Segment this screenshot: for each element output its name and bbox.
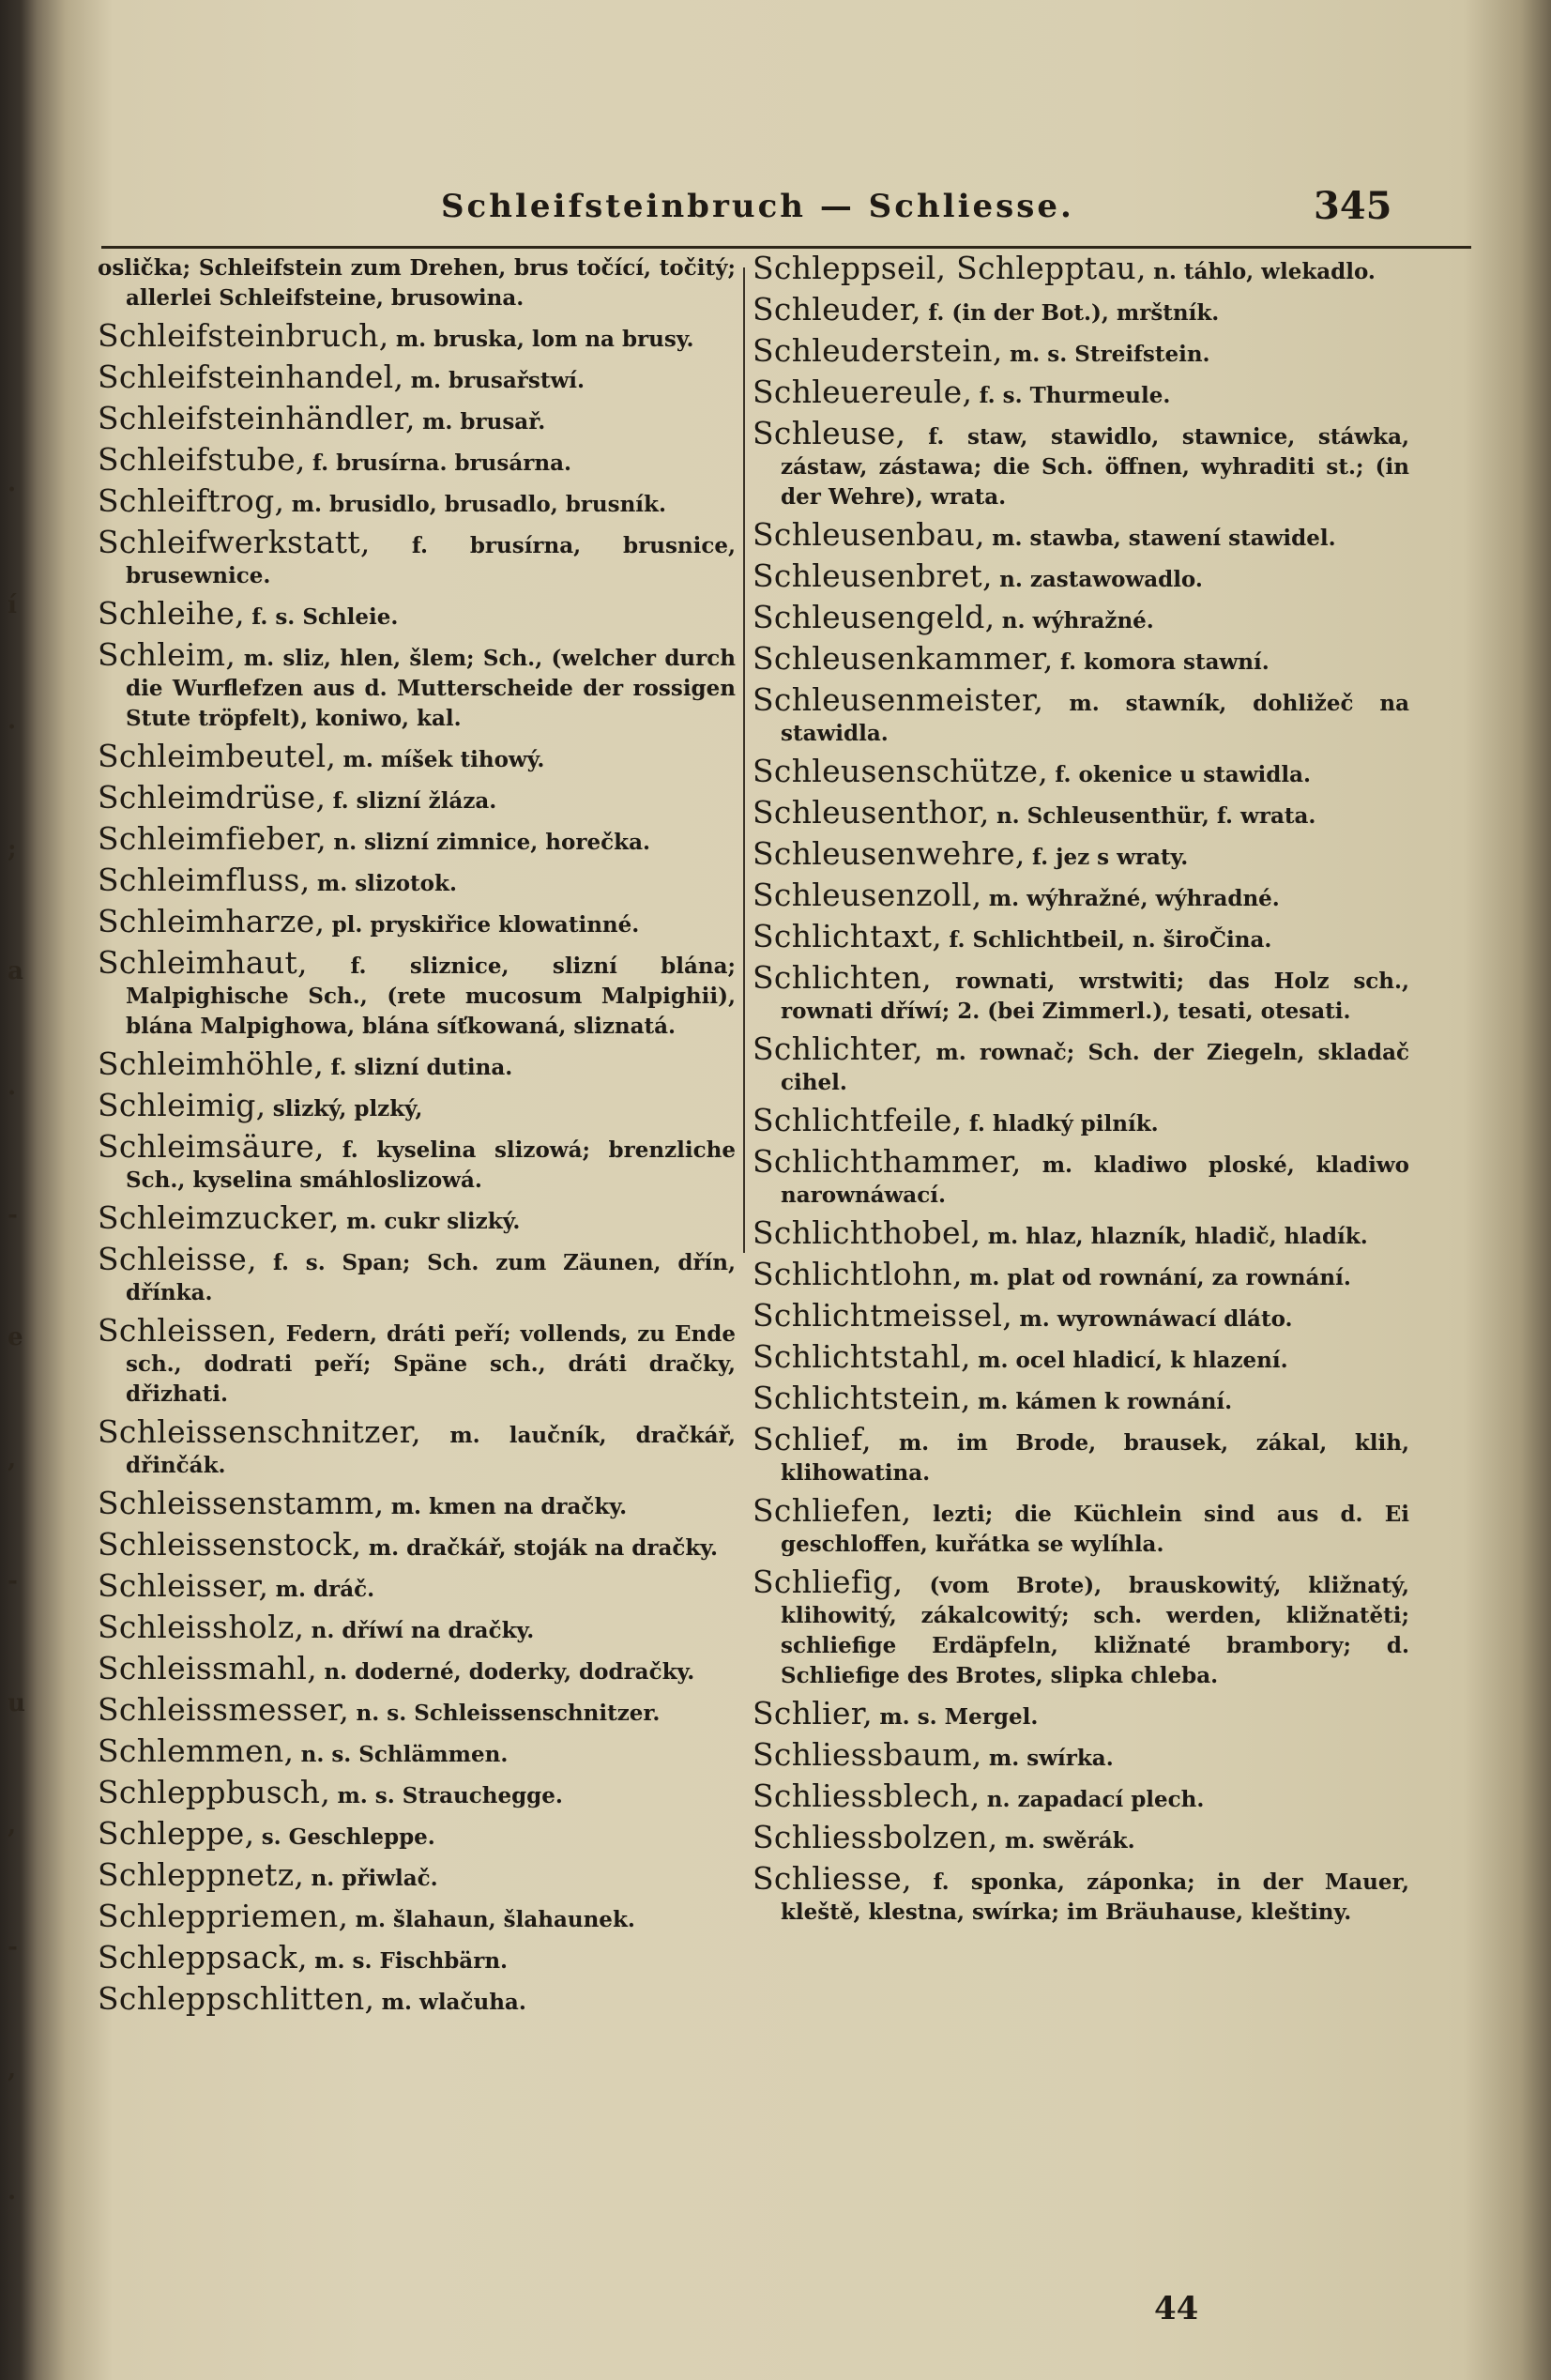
dictionary-entry: [98, 862, 736, 899]
entry-definition: s. Geschleppe.: [261, 1824, 435, 1850]
entry-definition: m. wyrownáwací dláto.: [1019, 1306, 1293, 1332]
entry-headword: Schleusenkammer,: [753, 640, 1054, 677]
entry-headword: Schleifsteinhandel,: [98, 359, 404, 395]
dictionary-entry: [753, 1338, 1409, 1376]
entry-headword: Schleuse,: [753, 415, 906, 451]
entry-headword: Schleissmesser,: [98, 1691, 350, 1728]
entry-headword: Schlichtstahl,: [753, 1338, 971, 1375]
dictionary-entry: [98, 944, 737, 1042]
margin-mark: ;: [8, 835, 17, 863]
entry-definition: f. sponka, záponka; in der Mauer, kleště, klestna, swírka; im Bräuhause, kleštiny.: [781, 1869, 1409, 1925]
dictionary-entry: [753, 1380, 1409, 1417]
margin-mark: ,: [8, 2055, 17, 2083]
entry-headword: Schlichthobel,: [753, 1214, 981, 1251]
entry-headword: Schleppnetz,: [98, 1856, 305, 1893]
dictionary-entry: [753, 918, 1409, 955]
entry-definition: n. přiwlač.: [311, 1866, 438, 1891]
entry-headword: Schleuderstein,: [753, 332, 1003, 369]
entry-headword: Schleimzucker,: [98, 1199, 340, 1236]
entry-definition: rownati, wrstwiti; das Holz sch., rownati dříwí; 2. (bei Zimmerl.), tesati, otesati.: [781, 969, 1410, 1024]
entry-headword: Schleusengeld,: [753, 599, 996, 635]
entry-definition: m. kámen k rownání.: [977, 1389, 1233, 1414]
entry-headword: Schleimdrüse,: [98, 779, 327, 816]
dictionary-entry: [98, 903, 736, 940]
entry-definition: f. jez s wraty.: [1032, 845, 1189, 870]
dictionary-entry: [753, 1736, 1409, 1774]
entry-definition: m. wlačuha.: [381, 1990, 526, 2015]
entry-definition: m. wýhražné, wýhradné.: [988, 886, 1280, 911]
dictionary-entry: [98, 1526, 736, 1564]
entry-definition: n. zapadací plech.: [986, 1787, 1205, 1812]
dictionary-entry: [98, 820, 736, 858]
dictionary-entry: [753, 753, 1409, 790]
dictionary-entry: [98, 359, 736, 396]
running-head: [0, 184, 1551, 244]
entry-definition: n. táhlo, wlekadlo.: [1153, 259, 1376, 284]
entry-headword: Schleim,: [98, 636, 236, 673]
dictionary-entry: [753, 516, 1409, 554]
entry-headword: Schlemmen,: [98, 1732, 295, 1769]
entry-headword: Schleiftrog,: [98, 482, 285, 519]
entry-headword: Schlier,: [753, 1695, 874, 1732]
dictionary-entry: [98, 1980, 736, 2018]
entry-headword: Schleifstube,: [98, 441, 306, 478]
dictionary-entry: [753, 250, 1409, 287]
dictionary-entry: [98, 1856, 736, 1894]
entry-definition: m. bruska, lom na brusy.: [395, 327, 694, 352]
entry-headword: Schlichtlohn,: [753, 1256, 963, 1292]
entry-headword: Schleissholz,: [98, 1609, 305, 1645]
entry-headword: Schliefig,: [753, 1564, 904, 1600]
entry-definition: f. s. Schleie.: [251, 604, 399, 630]
entry-headword: Schleimig,: [98, 1087, 266, 1123]
dictionary-entry: [98, 482, 736, 520]
dictionary-entry: [98, 317, 736, 355]
dictionary-entry: [753, 1860, 1409, 1928]
entry-definition: m. dráč.: [275, 1577, 375, 1602]
signature-mark: 44: [1154, 2290, 1199, 2327]
entry-definition: n. s. Schleissenschnitzer.: [356, 1701, 661, 1726]
entry-headword: Schleusenmeister,: [753, 681, 1044, 718]
entry-definition: n. zastawowadlo.: [999, 567, 1203, 592]
dictionary-entry: [98, 253, 736, 313]
dictionary-entry: [98, 1045, 736, 1083]
dictionary-entry: [98, 1312, 736, 1410]
entry-definition: m. stawba, stawení stawidel.: [992, 526, 1336, 551]
dictionary-entry: [753, 959, 1410, 1027]
entry-definition: n. wýhražné.: [1001, 608, 1154, 633]
margin-mark: í: [8, 591, 17, 619]
dictionary-entry: [753, 1819, 1409, 1856]
entry-headword: Schleimharze,: [98, 903, 326, 939]
entry-headword: Schleisser,: [98, 1567, 269, 1604]
entry-definition: m. s. Mergel.: [879, 1704, 1039, 1730]
entry-headword: Schleimbeutel,: [98, 738, 337, 774]
entry-headword: Schleusenschütze,: [753, 753, 1049, 789]
entry-definition: m. plat od rownání, za rownání.: [969, 1265, 1351, 1290]
dictionary-entry: [753, 1102, 1409, 1139]
entry-headword: Schleppriemen,: [98, 1898, 349, 1934]
dictionary-entry: [753, 877, 1409, 914]
entry-definition: m. míšek tihowý.: [342, 747, 545, 772]
dictionary-entry: [98, 441, 736, 479]
margin-mark: -: [8, 1201, 18, 1229]
dictionary-entry: [753, 1143, 1410, 1211]
dictionary-entry: [98, 1898, 736, 1935]
dictionary-entry: [98, 1128, 736, 1196]
entry-definition: m. dračkář, stoják na dračky.: [368, 1535, 719, 1561]
entry-definition: f. komora stawní.: [1059, 649, 1270, 675]
entry-headword: Schlichtmeissel,: [753, 1297, 1013, 1334]
margin-mark: -: [8, 1567, 18, 1595]
entry-definition: n. doderné, doderky, dodračky.: [324, 1659, 695, 1685]
entry-definition: f. brusírna, brusnice, brusewnice.: [126, 533, 736, 588]
entry-headword: Schleppbusch,: [98, 1774, 331, 1810]
entry-definition: m. sliz, hlen, šlem; Sch., (welcher durch die Wurflefzen aus d. Mutterscheide der rossigen Stute tröpfelt), koniwo, kal.: [126, 646, 736, 731]
dictionary-entry: [98, 1609, 736, 1646]
margin-mark: .: [8, 469, 17, 497]
dictionary-entry: [753, 1421, 1409, 1488]
dictionary-entry: [753, 557, 1409, 595]
entry-definition: pl. pryskiřice klowatinné.: [331, 912, 640, 938]
entry-definition: m. im Brode, brausek, zákal, klih, klihowatina.: [781, 1430, 1409, 1486]
entry-definition: f. hladký pilník.: [968, 1111, 1159, 1137]
dictionary-entry: [98, 738, 736, 775]
dictionary-entry: [753, 1564, 1410, 1691]
entry-definition: m. ocel hladicí, k hlazení.: [978, 1348, 1288, 1373]
entry-definition: (vom Brote), brauskowitý, kližnatý, klihowitý, zákalcowitý; sch. werden, kližnatěti; schliefige Erdäpfeln, kližnaté brambory; d. Schliefige des Brotes, slipka chleba.: [781, 1573, 1410, 1688]
entry-headword: Schlichtstein,: [753, 1380, 971, 1416]
dictionary-entry: [98, 400, 736, 437]
entry-definition: f. (in der Bot.), mrštník.: [928, 300, 1220, 326]
entry-definition: m. cukr slizký.: [346, 1209, 521, 1234]
entry-headword: Schleihe,: [98, 595, 245, 632]
dictionary-entry: [98, 636, 736, 734]
entry-headword: Schliefen,: [753, 1492, 912, 1529]
entry-definition: m. kmen na dračky.: [390, 1494, 628, 1519]
entry-definition: f. okenice u stawidla.: [1055, 762, 1311, 787]
dictionary-entry: [753, 1297, 1409, 1335]
entry-headword: Schleppsack,: [98, 1939, 308, 1976]
entry-headword: Schleissenschnitzer,: [98, 1413, 421, 1450]
entry-definition: f. brusírna. brusárna.: [312, 450, 571, 476]
entry-headword: Schliesse,: [753, 1860, 912, 1897]
margin-mark: ,: [8, 1445, 17, 1473]
left-margin-marks: [0, 0, 56, 2380]
entry-definition: m. hlaz, hlazník, hladič, hladík.: [987, 1224, 1368, 1249]
entry-headword: Schleissenstamm,: [98, 1485, 385, 1521]
entry-headword: Schlichtaxt,: [753, 918, 943, 954]
entry-definition: n. Schleusenthür, f. wrata.: [996, 803, 1316, 829]
entry-headword: Schleusenbret,: [753, 557, 993, 594]
dictionary-entry: [753, 1695, 1409, 1732]
entry-headword: Schleifwerkstatt,: [98, 524, 371, 560]
dictionary-entry: [753, 794, 1409, 831]
dictionary-entry: [98, 595, 736, 633]
dictionary-entry: [98, 1087, 736, 1124]
entry-headword: Schliessbaum,: [753, 1736, 982, 1773]
dictionary-entry: [753, 1492, 1410, 1560]
dictionary-entry: [98, 1485, 736, 1522]
entry-definition: m. s. Streifstein.: [1009, 342, 1210, 367]
entry-headword: Schleusenzoll,: [753, 877, 982, 913]
dictionary-entry: [98, 1650, 736, 1687]
entry-headword: Schleifsteinbruch,: [98, 317, 389, 354]
entry-definition: m. s. Strauchegge.: [337, 1783, 563, 1808]
entry-definition: n. s. Schlämmen.: [300, 1742, 509, 1767]
dictionary-entry: [98, 779, 736, 816]
entry-headword: Schleusenwehre,: [753, 835, 1026, 872]
margin-mark: ,: [8, 1811, 17, 1839]
dictionary-entry: [98, 1732, 736, 1770]
margin-mark: ·: [8, 713, 17, 741]
entry-headword: Schlichter,: [753, 1030, 923, 1067]
dictionary-entry: [753, 374, 1409, 411]
entry-headword: Schlichten,: [753, 959, 933, 996]
entry-headword: Schleimsäure,: [98, 1128, 325, 1165]
dictionary-entry: [753, 291, 1409, 328]
entry-headword: Schleissmahl,: [98, 1650, 318, 1686]
entry-headword: Schleimhöhle,: [98, 1045, 325, 1082]
entry-definition: m. slizotok.: [316, 871, 457, 896]
entry-headword: Schlief,: [753, 1421, 872, 1457]
dictionary-entry: [753, 1030, 1410, 1098]
entry-headword: Schlichthammer,: [753, 1143, 1022, 1180]
entry-headword: Schleppschlitten,: [98, 1980, 375, 2017]
entry-definition: n. slizní zimnice, horečka.: [333, 830, 650, 855]
dictionary-entry: [753, 1256, 1409, 1293]
entry-headword: Schliessbolzen,: [753, 1819, 998, 1855]
left-column: [98, 253, 736, 2224]
entry-headword: Schleisse,: [98, 1241, 257, 1277]
dictionary-entry: [753, 415, 1410, 512]
entry-definition: f. slizní žláza.: [332, 788, 497, 814]
entry-definition: f. staw, stawidlo, stawnice, stáwka, zástaw, zástawa; die Sch. öffnen, wyhraditi st.; (in der Wehre), wrata.: [781, 424, 1410, 510]
entry-definition: m. swěrák.: [1004, 1828, 1135, 1854]
entry-headword: Schleusenbau,: [753, 516, 985, 553]
entry-definition: f. s. Thurmeule.: [979, 383, 1171, 408]
dictionary-entry: [98, 524, 736, 591]
entry-definition: f. slizní dutina.: [330, 1055, 513, 1080]
dictionary-entry: [753, 332, 1409, 370]
entry-definition: m. s. Fischbärn.: [314, 1948, 509, 1974]
entry-headword: Schlichtfeile,: [753, 1102, 963, 1138]
margin-mark: -: [8, 1933, 18, 1961]
column-divider: [743, 267, 745, 1253]
entry-headword: Schleimfluss,: [98, 862, 311, 898]
entry-definition: Federn, dráti peří; vollends, zu Ende sch., dodrati peří; Späne sch., dráti dračky, dřizhati.: [126, 1321, 736, 1407]
entry-headword: Schleuder,: [753, 291, 921, 328]
dictionary-entry: [98, 1939, 736, 1976]
dictionary-entry: [98, 1413, 736, 1481]
header-rule: [101, 246, 1471, 249]
entry-definition: f. sliznice, slizní blána; Malpighische Sch., (rete mucosum Malpighii), blána Malpighowa, blána síťkowaná, sliznatá.: [126, 954, 737, 1039]
right-column: [753, 250, 1410, 2224]
entry-definition: f. Schlichtbeil, n. široČina.: [949, 927, 1272, 953]
dictionary-entry: [98, 1199, 736, 1237]
entry-definition: f. kyselina slizowá; brenzliche Sch., kyselina smáhloslizowá.: [126, 1137, 736, 1193]
margin-mark: ·: [8, 1079, 17, 1107]
margin-mark: a: [8, 957, 23, 985]
entry-definition: m. stawník, dohližeč na stawidla.: [781, 691, 1409, 746]
entry-headword: Schleuereule,: [753, 374, 973, 410]
running-head-title: Schleifsteinbruch — Schliesse.: [441, 188, 1074, 225]
entry-headword: Schleissenstock,: [98, 1526, 362, 1563]
entry-headword: Schleimhaut,: [98, 944, 308, 981]
entry-headword: Schleimfieber,: [98, 820, 327, 857]
dictionary-entry: [98, 1815, 736, 1853]
margin-mark: u: [8, 1689, 25, 1717]
dictionary-entry: [753, 1777, 1409, 1815]
dictionary-entry: [98, 1774, 736, 1811]
entry-definition: m. brusař.: [422, 409, 546, 435]
entry-definition: m. swírka.: [988, 1746, 1114, 1771]
dictionary-entry: [753, 835, 1409, 873]
entry-definition: oslička; Schleifstein zum Drehen, brus točící, točitý; allerlei Schleifsteine, brusowina.: [98, 255, 736, 311]
entry-headword: Schleissen,: [98, 1312, 278, 1349]
dictionary-entry: [753, 681, 1409, 749]
dictionary-entry: [753, 1214, 1409, 1252]
entry-definition: m. šlahaun, šlahaunek.: [355, 1907, 635, 1932]
entry-definition: m. brusidlo, brusadlo, brusník.: [291, 492, 666, 517]
entry-definition: m. laučník, dračkář, dřinčák.: [126, 1423, 736, 1478]
dictionary-entry: [98, 1691, 736, 1729]
entry-definition: m. kladiwo ploské, kladiwo narownáwací.: [781, 1152, 1410, 1208]
entry-headword: Schleppseil, Schlepptau,: [753, 250, 1147, 286]
entry-definition: m. brusařstwí.: [410, 368, 585, 393]
entry-headword: Schleusenthor,: [753, 794, 990, 831]
entry-headword: Schleppe,: [98, 1815, 255, 1852]
page-number: 345: [1314, 184, 1392, 228]
dictionary-entry: [98, 1567, 736, 1605]
entry-definition: n. dříwí na dračky.: [311, 1618, 535, 1643]
entry-definition: m. rownač; Sch. der Ziegeln, skladač cihel.: [781, 1040, 1410, 1095]
dictionary-entry: [753, 599, 1409, 636]
entry-headword: Schleifsteinhändler,: [98, 400, 416, 436]
dictionary-entry: [98, 1241, 736, 1308]
margin-mark: .: [8, 2177, 17, 2205]
entry-definition: slizký, plzký,: [272, 1096, 423, 1121]
entry-definition: f. s. Span; Sch. zum Zäunen, dřín, dřínka.: [126, 1250, 736, 1305]
entry-headword: Schliessblech,: [753, 1777, 981, 1814]
margin-mark: e: [8, 1323, 23, 1351]
dictionary-entry: [753, 640, 1409, 678]
entry-definition: lezti; die Küchlein sind aus d. Ei geschloffen, kuřátka se wylíhla.: [781, 1502, 1410, 1557]
